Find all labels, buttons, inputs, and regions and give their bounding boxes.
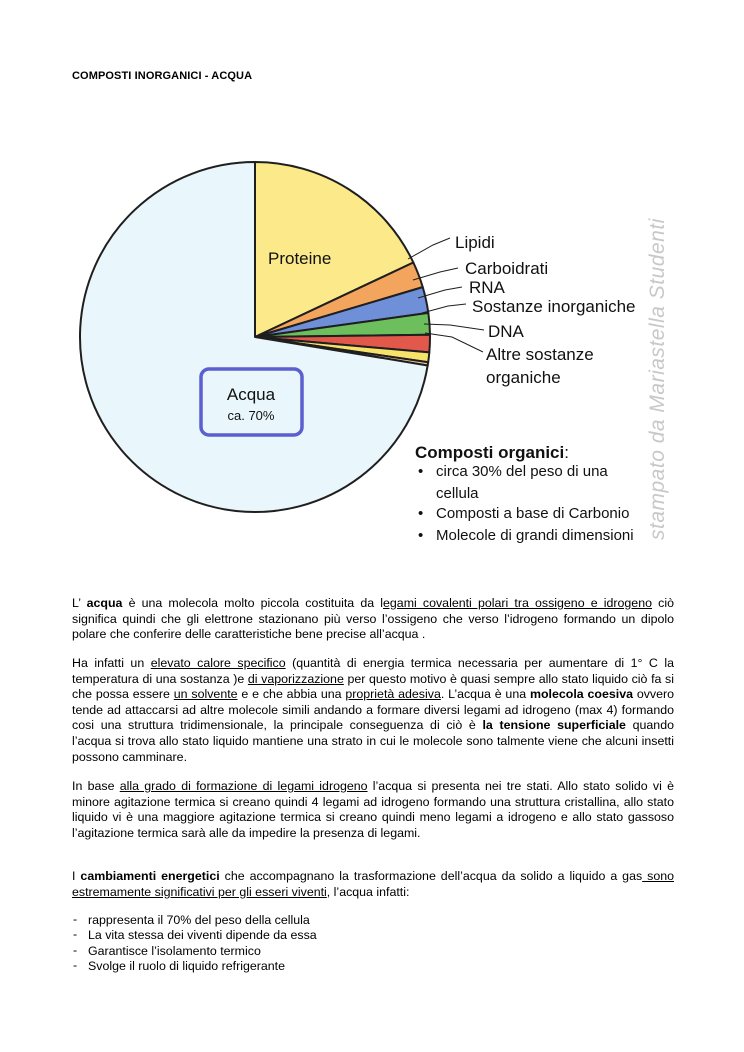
label-altre-sostanze: Altre sostanze — [486, 345, 594, 364]
organic-compounds-box — [415, 443, 634, 544]
leader-lipidi — [408, 238, 450, 259]
label-dna: DNA — [488, 322, 524, 341]
leader-altre — [425, 333, 483, 352]
list-item: - rappresenta il 70% del peso della cellula — [72, 913, 674, 928]
label-organiche: organiche — [486, 368, 561, 387]
organic-item-2: Composti a base di Carbonio — [436, 505, 630, 522]
pie-slices — [80, 162, 430, 512]
label-carboidrati: Carboidrati — [465, 259, 549, 278]
paragraph-3: In base alla grado di formazione di legami idrogeno l’acqua si presenta nei tre stati. Allo stato solido vi è minore agitazione termica si creano quindi 4 legami ad idrogeno formando una struttura cristallina, allo stato liquido vi è una maggiore agitazione termica si creano quindi meno legami a idrogeno e allo stato gassoso l’agitazione termica sarà alle da impedire la presenza di legami. — [72, 779, 674, 840]
label-acqua: Acqua — [226, 385, 276, 404]
bullet-dot: • — [418, 505, 424, 522]
organic-heading: Composti organici: — [415, 443, 569, 462]
bullet-dot: • — [418, 463, 424, 480]
paragraph-2: Ha infatti un elevato calore specifico (quantità di energia termica necessaria per aumentare di 1° C la temperatura di una sostanza )e di vaporizzazione per questo motivo è quasi sempre allo stato liquido ciò fa si che possa essere un solvente e e che abbia una proprietà adesiva. L’acqua è una molecola coesiva ovvero tende ad attaccarsi ad altre molecole simili andando a formare diversi legami ad idrogeno (max 4) formando cosi una struttura tridimensionale, la principale conseguenza di ciò è la tensione superficiale quando l’acqua si trova allo stato liquido mantiene una strato in cui le molecole sono talmente viene che alcuni insetti possono camminare. — [72, 656, 675, 764]
list-item: - La vita stessa dei viventi dipende da essa — [72, 928, 674, 943]
properties-list — [72, 913, 674, 975]
list-item: - Garantisce l’isolamento termico — [72, 944, 674, 959]
label-sostanze-inorganiche: Sostanze inorganiche — [472, 297, 636, 316]
label-lipidi: Lipidi — [455, 233, 495, 252]
label-rna: RNA — [469, 278, 505, 297]
leader-carboidrati — [413, 268, 458, 280]
paragraph-1: L’ acqua è una molecola molto piccola costituita da legami covalenti polari tra ossigeno e idrogeno ciò significa quindi che gli elettrone stazionano più verso l’ossigeno che verso l’idrogeno formando un dipolo polare che conferire delle caratteristiche bene precise all’acqua . — [72, 596, 674, 642]
list-item: - Svolge il ruolo di liquido refrigerante — [72, 959, 674, 974]
page-title: COMPOSTI INORGANICI - ACQUA — [72, 70, 253, 82]
label-proteine: Proteine — [268, 249, 332, 268]
label-acqua-percent: ca. 70% — [227, 408, 275, 423]
watermark: stampato da Mariastella Studenti — [646, 218, 669, 540]
leader-dna — [424, 324, 484, 330]
organic-item-3: Molecole di grandi dimensioni — [436, 527, 634, 544]
paragraph-4: I cambiamenti energetici che accompagnano la trasformazione dell’acqua da solido a liquido a gas sono estremamente significativi per gli esseri viventi, l’acqua infatti: — [72, 869, 674, 899]
bullet-dot: • — [418, 527, 424, 544]
organic-item-1a: circa 30% del peso di una — [436, 463, 608, 480]
organic-item-1b: cellula — [436, 485, 479, 502]
